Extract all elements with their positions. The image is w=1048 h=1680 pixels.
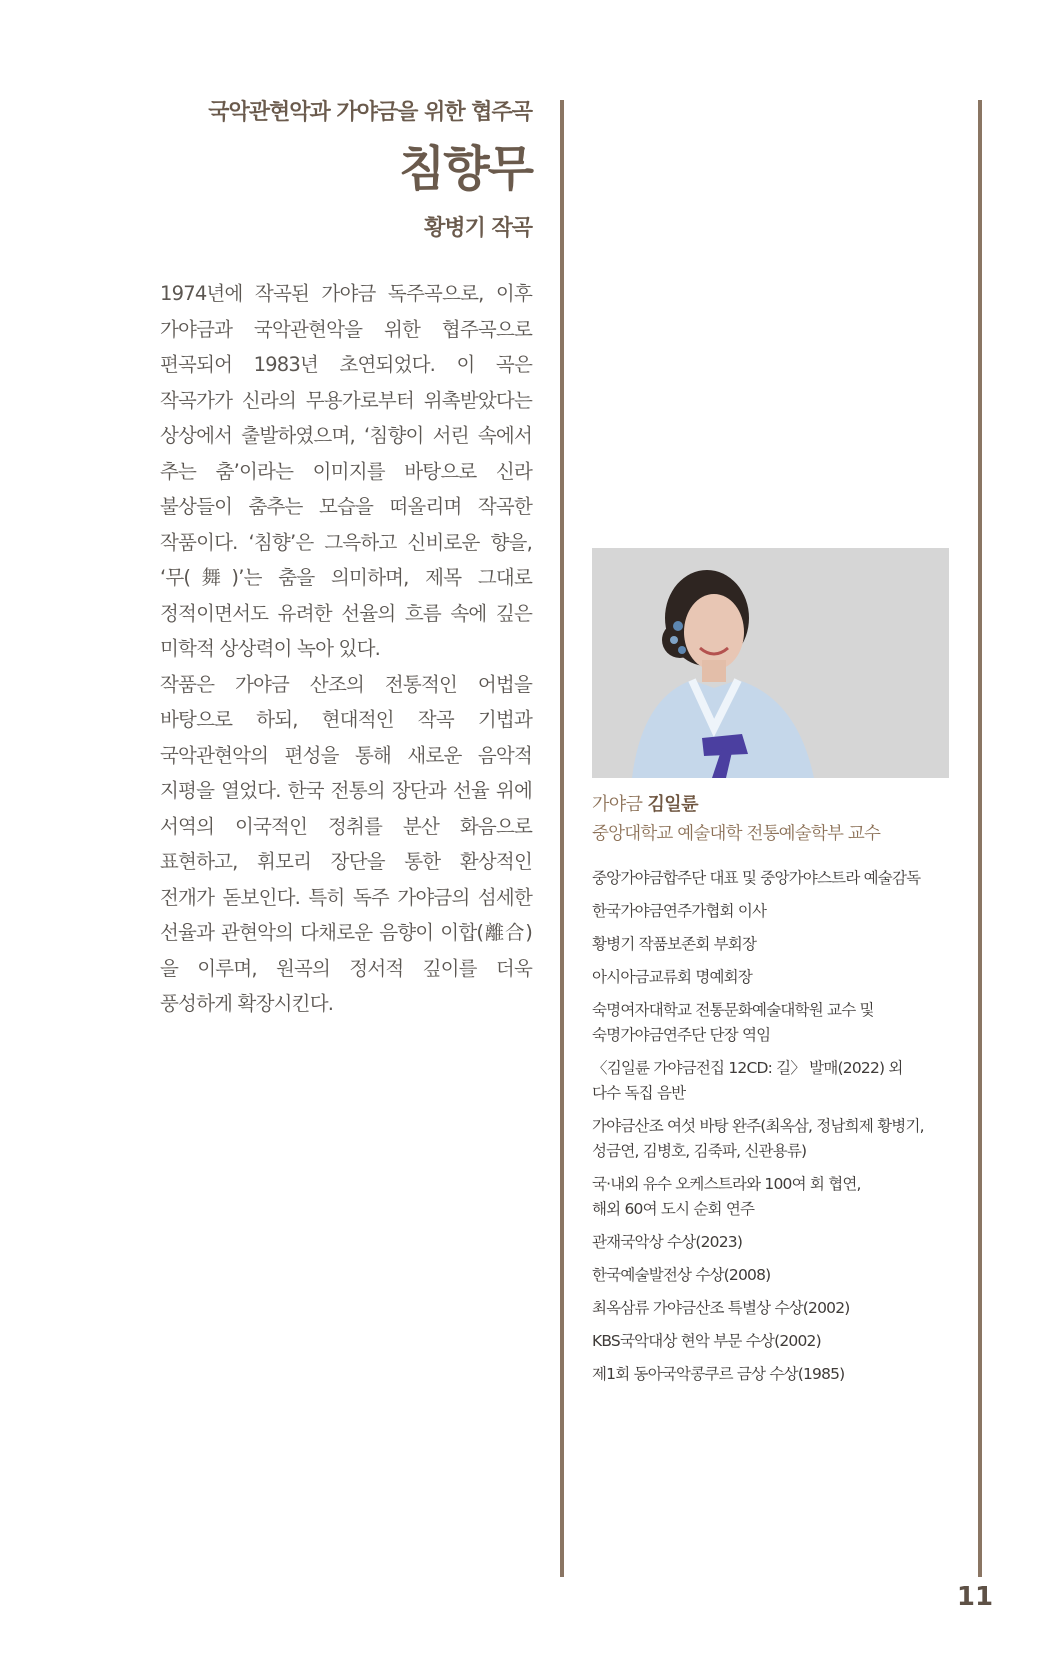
career-item: 중앙가야금합주단 대표 및 중앙가야스트라 예술감독 [592, 869, 921, 887]
work-description-column [160, 96, 532, 1022]
work-title: 침향무 [398, 141, 532, 197]
career-item: 〈김일륜 가야금전집 12CD: 길〉 발매(2022) 외 다수 독집 음반 [592, 1059, 903, 1102]
career-item: 숙명여자대학교 전통문화예술대학원 교수 및 숙명가야금연주단 단장 역임 [592, 1001, 874, 1044]
page-number: 11 [956, 1582, 994, 1612]
performer-name-line [592, 790, 952, 820]
description-paragraph-1: 1974년에 작곡된 가야금 독주곡으로, 이후 가야금과 국악관현악을 위한 협주곡으로 편곡되어 1983년 초연되었다. 이 곡은 작곡가가 신라의 무용가로부터 위촉받았다는 상상에서 출발하였으며, ‘침향이 서린 속에서 추는 춤’이라는 이미지를 바탕으로 신라 불상들이 춤추는 모습을 떠올리며 작곡한 작품이다. ‘침향’은 그윽하고 신비로운 향을, ‘무(舞)’는 춤을 의미하며, 제목 그대로 정적이면서도 유려한 선율의 흐름 속에 깊은 미학적 상상력이 녹아 있다. [160, 282, 532, 660]
career-item: 한국가야금연주가협회 이사 [592, 902, 767, 920]
career-item: 아시아금교류회 명예회장 [592, 968, 753, 986]
career-list [592, 866, 952, 1387]
performer-affiliation: 중앙대학교 예술대학 전통예술학부 교수 [592, 824, 881, 844]
composer-credit: 황병기 작곡 [424, 216, 532, 241]
performer-portrait-illustration [592, 548, 949, 778]
career-item: 한국예술발전상 수상(2008) [592, 1266, 771, 1284]
career-item: 국·내외 유수 오케스트라와 100여 회 협연, 해외 60여 도시 순회 연주 [592, 1175, 861, 1218]
description-paragraph-2: 작품은 가야금 산조의 전통적인 어법을 바탕으로 하되, 현대적인 작곡 기법과 국악관현악의 편성을 통해 새로운 음악적 지평을 열었다. 한국 전통의 장단과 선율 위에 서역의 이국적인 정취를 분산 화음으로 표현하고, 휘모리 장단을 통한 환상적인 전개가 돋보인다. 특히 독주 가야금의 섬세한 선율과 관현악의 다채로운 음향이 이합(離合)을 이루며, 원곡의 정서적 깊이를 더욱 풍성하게 확장시킨다. [160, 672, 532, 1015]
performer-role: 가야금 [592, 794, 643, 815]
career-item: 제1회 동아국악콩쿠르 금상 수상(1985) [592, 1365, 845, 1383]
performer-name: 김일륜 [647, 794, 698, 815]
career-item: 최옥삼류 가야금산조 특별상 수상(2002) [592, 1299, 850, 1317]
performer-column [592, 548, 952, 1395]
right-vertical-rule [978, 100, 982, 1577]
work-description [160, 276, 532, 1022]
career-item: KBS국악대상 현악 부문 수상(2002) [592, 1332, 821, 1350]
career-item: 황병기 작품보존회 부회장 [592, 935, 757, 953]
work-subtitle: 국악관현악과 가야금을 위한 협주곡 [208, 100, 532, 125]
career-item: 가야금산조 여섯 바탕 완주(최옥삼, 정남희제 황병기, 성금연, 김병호, 김죽파, 신관용류) [592, 1117, 924, 1160]
career-item: 관재국악상 수상(2023) [592, 1233, 743, 1251]
performer-portrait [592, 548, 949, 778]
left-vertical-rule [560, 100, 564, 1577]
